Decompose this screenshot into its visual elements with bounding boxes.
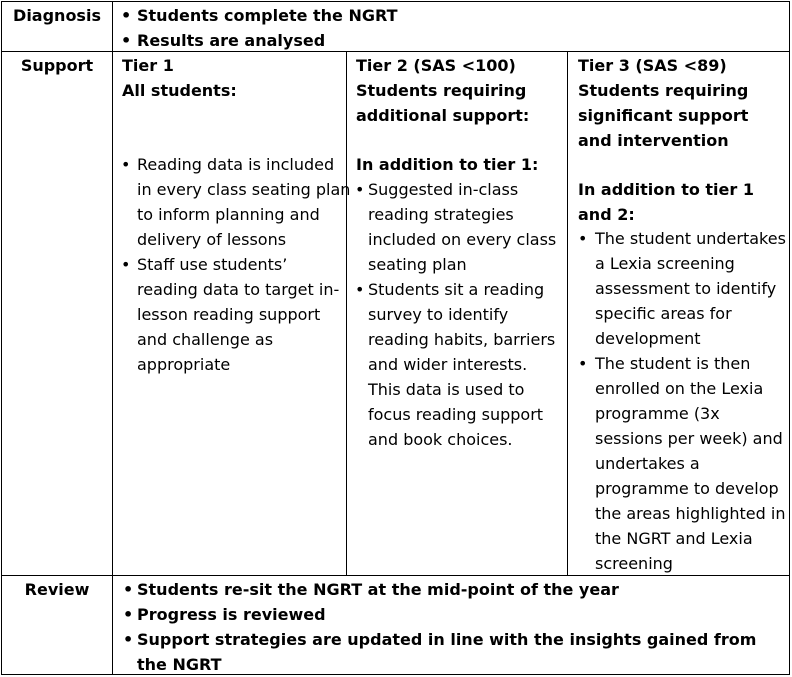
tier2-item-2-line: and book choices. bbox=[368, 430, 513, 449]
tier2-in-addition: In addition to tier 1: bbox=[356, 155, 539, 174]
tier2-item-2-line: survey to identify bbox=[368, 305, 509, 324]
tier3-subheading-line-3: and intervention bbox=[578, 131, 729, 150]
tier2-item-2-line: reading habits, barriers bbox=[368, 330, 556, 349]
tier3-item-2-line: undertakes a bbox=[595, 454, 700, 473]
label-column-divider bbox=[112, 1, 113, 675]
tier3-item-1-line: a Lexia screening bbox=[595, 254, 735, 273]
tier3-item-2-line: The student is then bbox=[595, 354, 751, 373]
tier3-subheading-line-2: significant support bbox=[578, 106, 749, 125]
tier-divider-2 bbox=[567, 51, 568, 576]
bullet-icon: • bbox=[355, 180, 365, 199]
tier2-item-1-line: reading strategies bbox=[368, 205, 514, 224]
tier1-item-1-line: in every class seating plan bbox=[137, 180, 351, 199]
tier1-subheading: All students: bbox=[122, 81, 237, 100]
tier2-subheading-line-1: Students requiring bbox=[356, 81, 527, 100]
table-border-left bbox=[1, 1, 2, 675]
tier2-item-2-line: focus reading support bbox=[368, 405, 544, 424]
tier3-heading: Tier 3 (SAS <89) bbox=[578, 56, 727, 75]
tier2-item-2-line: and wider interests. bbox=[368, 355, 528, 374]
bullet-icon: • bbox=[355, 280, 365, 299]
review-item-3-line: the NGRT bbox=[137, 655, 222, 674]
tier3-item-2-line: programme (3x bbox=[595, 404, 720, 423]
tier3-item-1-line: assessment to identify bbox=[595, 279, 777, 298]
row-divider-1 bbox=[1, 51, 790, 52]
tier2-item-2-line: This data is used to bbox=[368, 380, 525, 399]
bullet-icon: • bbox=[121, 255, 131, 274]
bullet-icon: • bbox=[121, 155, 131, 174]
tier3-item-1-line: The student undertakes bbox=[595, 229, 786, 248]
review-item-3-line: Support strategies are updated in line with the insights gained from bbox=[137, 630, 757, 649]
tier2-heading: Tier 2 (SAS <100) bbox=[356, 56, 516, 75]
review-item-2-line: Progress is reviewed bbox=[137, 605, 326, 624]
tier1-item-1-line: to inform planning and bbox=[137, 205, 320, 224]
tier1-item-2-line: and challenge as bbox=[137, 330, 274, 349]
table-border-right bbox=[789, 1, 790, 675]
bullet-icon: • bbox=[121, 31, 132, 50]
table-border-top bbox=[1, 1, 790, 2]
tier1-item-1-line: delivery of lessons bbox=[137, 230, 287, 249]
tier3-item-1-line: development bbox=[595, 329, 701, 348]
review-item-1-line: Students re-sit the NGRT at the mid-point of the year bbox=[137, 580, 619, 599]
bullet-icon: • bbox=[123, 605, 134, 624]
table-border-bottom bbox=[1, 674, 790, 675]
bullet-icon: • bbox=[123, 630, 134, 649]
tier2-subheading-line-2: additional support: bbox=[356, 106, 530, 125]
tier3-item-2-line: the areas highlighted in bbox=[595, 504, 786, 523]
bullet-icon: • bbox=[121, 6, 132, 25]
tier1-item-1-line: Reading data is included bbox=[137, 155, 335, 174]
diagnosis-item: Results are analysed bbox=[137, 31, 326, 50]
row-label-review: Review bbox=[24, 580, 90, 599]
tier1-item-2-line: lesson reading support bbox=[137, 305, 321, 324]
tier2-item-1-line: seating plan bbox=[368, 255, 467, 274]
tier3-in-addition-line-2: and 2: bbox=[578, 205, 635, 224]
tier1-item-2-line: reading data to target in- bbox=[137, 280, 340, 299]
tier2-item-2-line: Students sit a reading bbox=[368, 280, 545, 299]
row-label-support: Support bbox=[20, 56, 94, 75]
tier3-in-addition-line-1: In addition to tier 1 bbox=[578, 180, 754, 199]
tier3-subheading-line-1: Students requiring bbox=[578, 81, 749, 100]
tier3-item-2-line: the NGRT and Lexia bbox=[595, 529, 753, 548]
tier3-item-2-line: programme to develop bbox=[595, 479, 779, 498]
tier-divider-1 bbox=[346, 51, 347, 576]
tier3-item-1-line: specific areas for bbox=[595, 304, 732, 323]
diagnosis-item: Students complete the NGRT bbox=[137, 6, 398, 25]
tier1-heading: Tier 1 bbox=[122, 56, 174, 75]
bullet-icon: • bbox=[123, 580, 134, 599]
tier2-item-1-line: Suggested in-class bbox=[368, 180, 519, 199]
tier3-item-2-line: enrolled on the Lexia bbox=[595, 379, 764, 398]
tier3-item-2-line: sessions per week) and bbox=[595, 429, 783, 448]
row-label-diagnosis: Diagnosis bbox=[13, 6, 101, 25]
tier2-item-1-line: included on every class bbox=[368, 230, 557, 249]
bullet-icon: • bbox=[578, 229, 588, 248]
tier1-item-2-line: Staff use students’ bbox=[137, 255, 288, 274]
tier1-item-2-line: appropriate bbox=[137, 355, 231, 374]
tier3-item-2-line: screening bbox=[595, 554, 673, 573]
bullet-icon: • bbox=[578, 354, 588, 373]
